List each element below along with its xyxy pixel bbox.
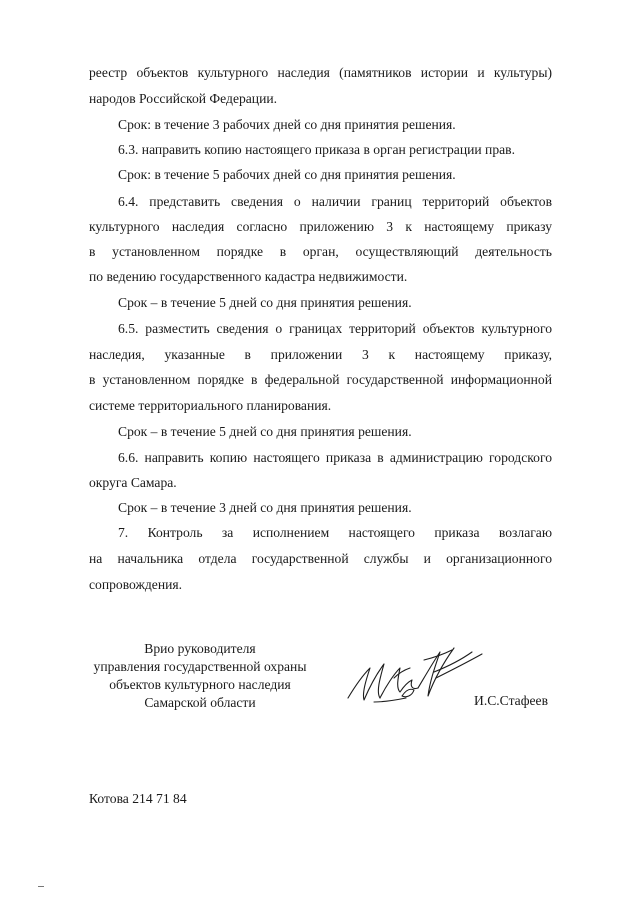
signatory-title-line: Самарской области [144, 695, 256, 710]
body-line: округа Самара. [89, 475, 177, 490]
signatory-title-line: Врио руководителя [144, 641, 256, 656]
body-line: системе территориального планирования. [89, 398, 332, 413]
item-line: 6.3. направить копию настоящего приказа в орган регистрации прав. [118, 142, 515, 157]
signer-name: И.С.Стафеев [474, 693, 549, 708]
body-line: сопровождения. [89, 577, 183, 592]
signatory-title [84, 640, 316, 712]
deadline-line: Срок – в течение 5 дней со дня принятия решения. [118, 295, 412, 310]
body-line: на начальника отдела государственной службы и организационного [89, 551, 552, 566]
signatory-title-line: управления государственной охраны [93, 659, 307, 674]
signatory-title-line: объектов культурного наследия [109, 677, 291, 692]
body-line: реестр объектов культурного наследия (памятников истории и культуры) [89, 65, 552, 80]
scan-mark [38, 886, 44, 887]
deadline-line: Срок: в течение 3 рабочих дней со дня принятия решения. [118, 117, 456, 132]
deadline-line: Срок – в течение 5 дней со дня принятия решения. [118, 424, 412, 439]
handwritten-signature [340, 638, 490, 716]
body-line: по ведению государственного кадастра недвижимости. [89, 269, 408, 284]
body-line: в установленном порядке в орган, осуществляющий деятельность [89, 244, 552, 259]
body-line: народов Российской Федерации. [89, 91, 278, 106]
body-line: наследия, указанные в приложении 3 к настоящему приказу, [89, 347, 552, 362]
deadline-line: Срок: в течение 5 рабочих дней со дня принятия решения. [118, 167, 456, 182]
item-line: 6.6. направить копию настоящего приказа в администрацию городского [118, 450, 552, 465]
deadline-line: Срок – в течение 3 дней со дня принятия решения. [118, 500, 412, 515]
body-line: в установленном порядке в федеральной государственной информационной [89, 372, 552, 387]
body-line: культурного наследия согласно приложению 3 к настоящему приказу [89, 219, 552, 234]
item-line: 6.5. разместить сведения о границах территорий объектов культурного [118, 321, 552, 336]
item-line: 6.4. представить сведения о наличии границ территорий объектов [118, 194, 552, 209]
contact-info: Котова 214 71 84 [89, 791, 187, 806]
item-line: 7. Контроль за исполнением настоящего приказа возлагаю [118, 525, 552, 540]
